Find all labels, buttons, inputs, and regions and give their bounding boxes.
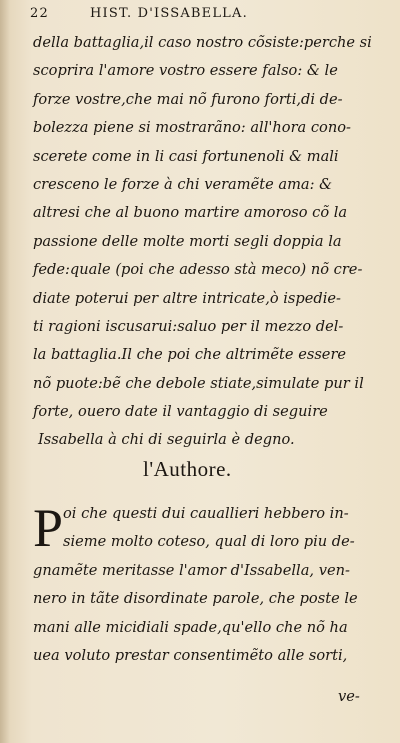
text-line: oi che questi dui cauallieri hebbero in- (63, 505, 349, 522)
text-line: altresi che al buono martire amoroso cõ la (33, 204, 348, 222)
text-line: della battaglia,il caso nostro cõsiste:perche si (33, 34, 372, 51)
text-line: mani alle micidiali spade,qu'ello che nõ ha (33, 618, 348, 636)
text-line: passione delle molte morti segli doppia la (33, 232, 342, 250)
text-line: sieme molto coteso, qual di loro piu de- (63, 533, 355, 551)
text-line: bolezza piene si mostrarãno: all'hora cono- (33, 119, 351, 137)
section-heading: l'Authore. (143, 457, 232, 481)
page-number: 22 (30, 6, 49, 21)
text-line: nero in tãte disordinate parole, che poste le (33, 590, 358, 608)
text-line: scerete come in li casi fortunenoli & mali (33, 147, 339, 165)
running-title: HIST. D'ISSABELLA. (90, 6, 248, 21)
body-text (33, 29, 375, 455)
page-header (30, 6, 375, 26)
text-line: Issabella à chi di seguirla è degno. (38, 431, 295, 449)
section-body-text (33, 500, 375, 670)
text-line: uea voluto prestar consentimẽto alle sorti, (33, 646, 348, 664)
text-line: nõ puote:bẽ che debole stiate,simulate pur il (33, 374, 364, 392)
text-line: forte, ouero date il vantaggio di seguire (33, 403, 328, 421)
drop-cap: P (33, 498, 64, 558)
page-gutter-shadow (0, 0, 10, 743)
text-line: la battaglia.Il che poi che altrimẽte essere (33, 346, 347, 364)
text-line: ti ragioni iscusarui:saluo per il mezzo del- (33, 317, 344, 335)
text-line: fede:quale (poi che adesso stà meco) nõ cre- (33, 261, 363, 279)
text-line: cresceno le forze à chi veramẽte ama: & (33, 175, 333, 193)
text-line: gnamẽte meritasse l'amor d'Issabella, ven- (33, 561, 350, 579)
text-line: forze vostre,che mai nõ furono forti,di de- (33, 90, 343, 108)
text-line: diate poterui per altre intricate,ò ispedie- (33, 289, 341, 307)
catchword: ve- (338, 688, 360, 705)
text-line: scoprira l'amore vostro essere falso: & le (33, 62, 338, 80)
